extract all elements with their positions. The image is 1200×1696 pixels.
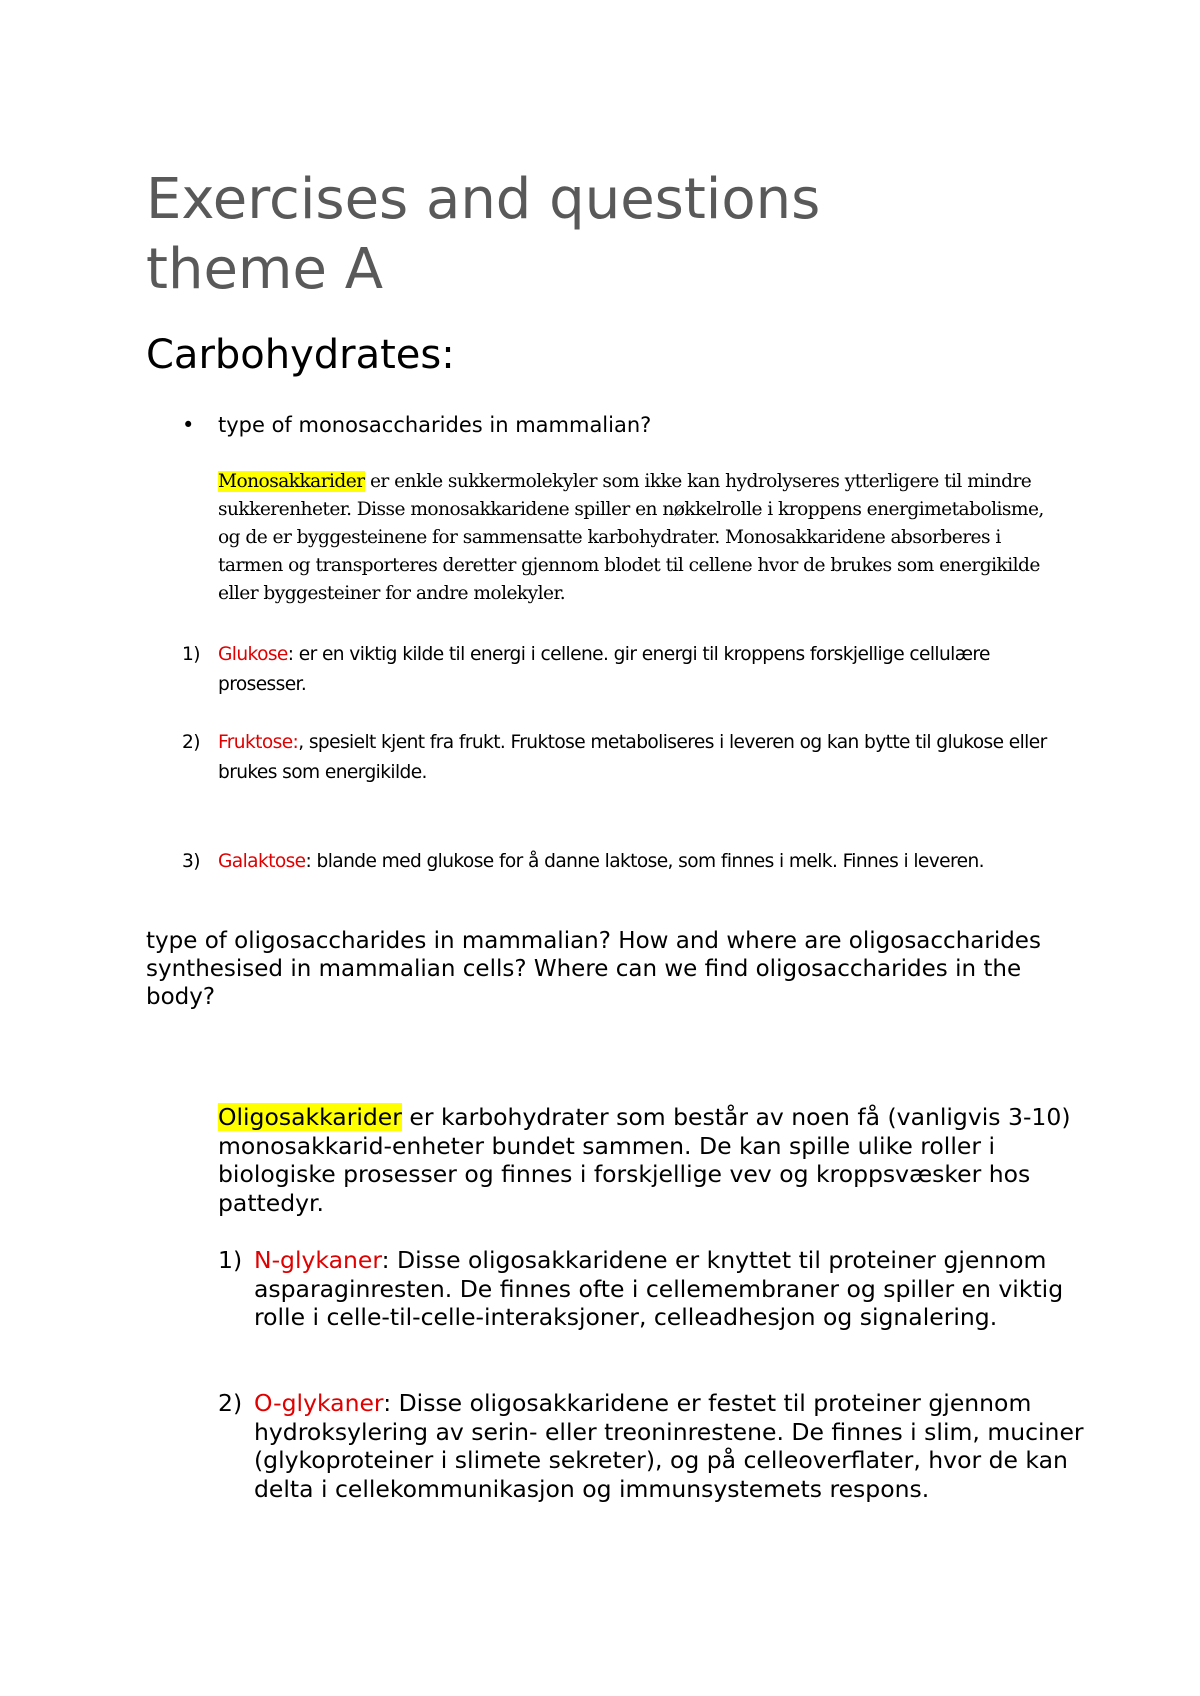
oligosaccharide-question: type of oligosaccharides in mammalian? How and where are oligosaccharides synthesised in mammalian cells? Where can we find oligosaccharides in the body? (146, 928, 1041, 1010)
list-number: 2) (218, 1389, 243, 1417)
list-item-body (218, 847, 1048, 877)
list-item-body (218, 728, 1048, 788)
list-number: 3) (182, 851, 200, 872)
highlighted-term: Monosakkarider (218, 471, 365, 492)
oligosaccharide-paragraph (218, 1103, 1078, 1217)
list-text: : Disse oligosakkaridene er knyttet til proteiner gjennom asparaginresten. De finnes ofte i cellemembraner og spiller en viktig rolle i celle-til-celle-interaksjoner, celleadhesjon og signalering. (254, 1246, 1064, 1331)
title-line-2: theme A (146, 237, 384, 302)
list-text: : blande med glukose for å danne laktose, som finnes i melk. Finnes i leveren. (305, 851, 984, 872)
list-text: , spesielt kjent fra frukt. Fruktose metaboliseres i leveren og kan bytte til glukose eller brukes som energikilde. (218, 732, 1047, 783)
monosaccharide-paragraph (218, 468, 1048, 608)
document-title (146, 165, 1096, 305)
bullet-text: type of monosaccharides in mammalian? (218, 413, 652, 437)
list-text: : er en viktig kilde til energi i cellene. gir energi til kroppens forskjellige cellulære prosesser. (218, 644, 990, 695)
list-item-body (218, 640, 1048, 700)
title-line-1: Exercises and questions (146, 167, 821, 232)
section-heading: Carbohydrates: (146, 332, 455, 378)
list-number: 1) (182, 644, 200, 665)
list-number: 2) (182, 732, 200, 753)
paragraph-text: er karbohydrater som består av noen få (vanligvis 3-10) monosakkarid-enheter bundet sammen. De kan spille ulike roller i biologiske prosesser og finnes i forskjellige vev og kroppsvæsker hos pattedyr. (218, 1103, 1071, 1217)
list-term: Galaktose (218, 851, 306, 872)
list-item-body (254, 1246, 1094, 1332)
list-term: O-glykaner (254, 1389, 384, 1417)
highlighted-term: Oligosakkarider (218, 1103, 402, 1131)
list-item-body (254, 1389, 1094, 1503)
list-text: : Disse oligosakkaridene er festet til proteiner gjennom hydroksylering av serin- eller treoninrestene. De finnes i slim, muciner (glykoproteiner i slimete sekreter), og på celleoverflater, hvor de kan delta i cellekommunikasjon og immunsystemets respons. (254, 1389, 1084, 1503)
list-term: N-glykaner (254, 1246, 382, 1274)
list-term: Glukose (218, 644, 288, 665)
bullet-symbol: • (182, 413, 195, 437)
list-term: Fruktose: (218, 732, 299, 753)
list-number: 1) (218, 1246, 243, 1274)
paragraph-text: er enkle sukkermolekyler som ikke kan hydrolyseres ytterligere til mindre sukkerenheter. Disse monosakkaridene spiller en nøkkelrolle i kroppens energimetabolisme, og de er byggesteinene for sammensatte karbohydrater. Monosakkaridene absorberes i tarmen og transporteres deretter gjennom blodet til cellene hvor de brukes som energikilde eller byggesteiner for andre molekyler. (218, 471, 1044, 604)
